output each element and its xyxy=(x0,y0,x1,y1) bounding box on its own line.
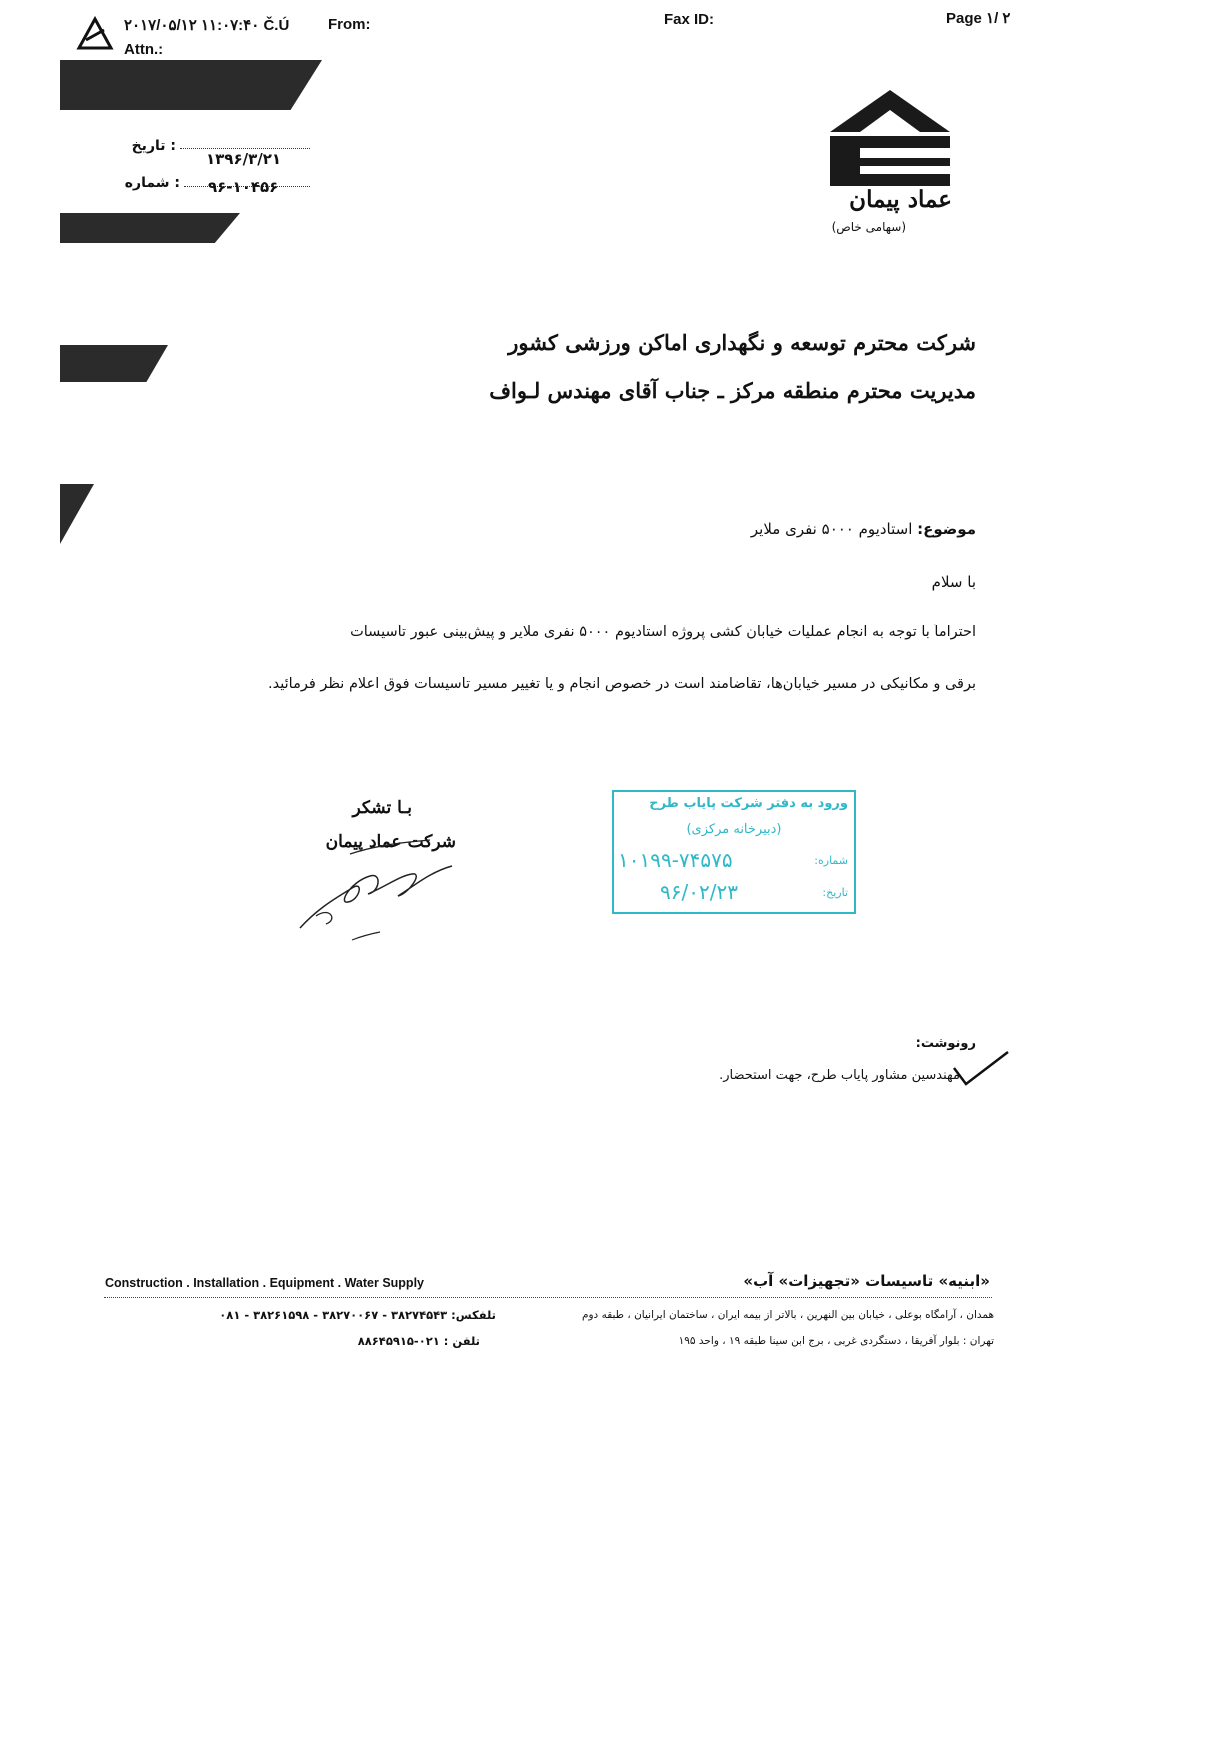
stamp-date-value: ۹۶/۰۲/۲۳ xyxy=(660,880,738,904)
body-paragraph-line-2: برقی و مکانیکی در مسیر خیابان‌ها، تقاضامند است در خصوص انجام و یا تغییر مسیر تأسیسات فوق اعلام نظر فرمائید. xyxy=(268,676,976,692)
subject-text: استادیوم ۵۰۰۰ نفری ملایر xyxy=(750,520,913,538)
stamp-line-1: ورود به دفتر شرکت پایاب طرح xyxy=(649,796,848,811)
footer-services-en: Construction . Installation . Equipment . Water Supply xyxy=(105,1276,424,1290)
received-stamp xyxy=(612,790,856,914)
body-paragraph-line-1: احتراماً با توجه به انجام عملیات خیابان کشی پروژه استادیوم ۵۰۰۰ نفری ملایر و پیش‌بینی عبور تأسیسات xyxy=(350,624,976,640)
subject-line xyxy=(500,520,976,538)
redacted-block-2 xyxy=(60,213,240,243)
cc-item: مهندسین مشاور پایاب طرح، جهت استحضار. xyxy=(719,1068,960,1083)
number-value: ۹۶-۱۰۴۵۶ xyxy=(208,178,279,196)
stamp-line-2: (دبیرخانه مرکزی) xyxy=(686,822,782,837)
footer-address-tehran: تهران : بلوار آفریقا ، دستگردی غربی ، برج ابن سینا طبقه ۱۹ ، واحد ۱۹۵ xyxy=(678,1335,994,1347)
footer-phone-tehran: تلفن : ۰۲۱-۸۸۶۴۵۹۱۵ xyxy=(357,1334,480,1348)
signature-company: شرکت عماد پیمان xyxy=(325,832,456,852)
fax-from-label: From: xyxy=(328,16,371,33)
footer-address-hamedan: همدان ، آرامگاه بوعلی ، خیابان بین النهرین ، بالاتر از بیمه ایران ، ساختمان ایرانیان ، طبقه دوم xyxy=(581,1309,994,1321)
subject-label: موضوع: xyxy=(917,520,976,538)
number-label: : شماره xyxy=(124,175,180,191)
cc-label: رونوشت: xyxy=(915,1036,976,1051)
fax-page-number: Page ۱/ ۲ xyxy=(946,10,1011,27)
footer-phone-hamedan: تلفکس: ۳۸۲۷۴۵۴۳ - ۳۸۲۷۰۰۶۷ - ۳۸۲۶۱۵۹۸ - ۰۸۱ xyxy=(219,1308,496,1322)
recipient-line-2: مدیریت محترم منطقه مرکز ـ جناب آقای مهندس لـواف xyxy=(489,378,976,403)
redacted-block-1 xyxy=(60,60,322,110)
fax-timestamp: ۲۰۱۷/۰۵/۱۲ ۱۱:۰۷:۴۰ Č.Ú xyxy=(124,17,290,34)
signature-thanks: بـا تشکر xyxy=(352,798,412,818)
redacted-block-3 xyxy=(60,345,168,382)
company-logo-icon xyxy=(828,88,952,188)
fax-id-label: Fax ID: xyxy=(664,11,715,28)
date-label: : تاریخ xyxy=(131,138,176,154)
fax-attn-label: Attn.: xyxy=(124,41,164,58)
fax-logo-icon xyxy=(76,16,114,52)
footer-services-fa: «ابنیه» تاسیسات «تجهیزات» آب» xyxy=(743,1272,990,1290)
stamp-number-value: ۱۰۱۹۹-۷۴۵۷۵ xyxy=(618,848,733,872)
stamp-date-label: تاریخ: xyxy=(822,886,848,899)
date-value: ۱۳۹۶/۳/۲۱ xyxy=(206,150,282,168)
recipient-line-1: شرکت محترم توسعه و نگهداری اماکن ورزشی کشور xyxy=(508,330,976,355)
redacted-block-4 xyxy=(60,484,94,544)
handwritten-signature xyxy=(290,836,480,946)
stamp-number-label: شماره: xyxy=(814,854,848,867)
company-type: (سهامی خاص) xyxy=(831,220,906,234)
company-name: عماد پیمان xyxy=(849,186,952,213)
footer-divider xyxy=(104,1297,992,1299)
greeting: با سلام xyxy=(931,573,976,591)
